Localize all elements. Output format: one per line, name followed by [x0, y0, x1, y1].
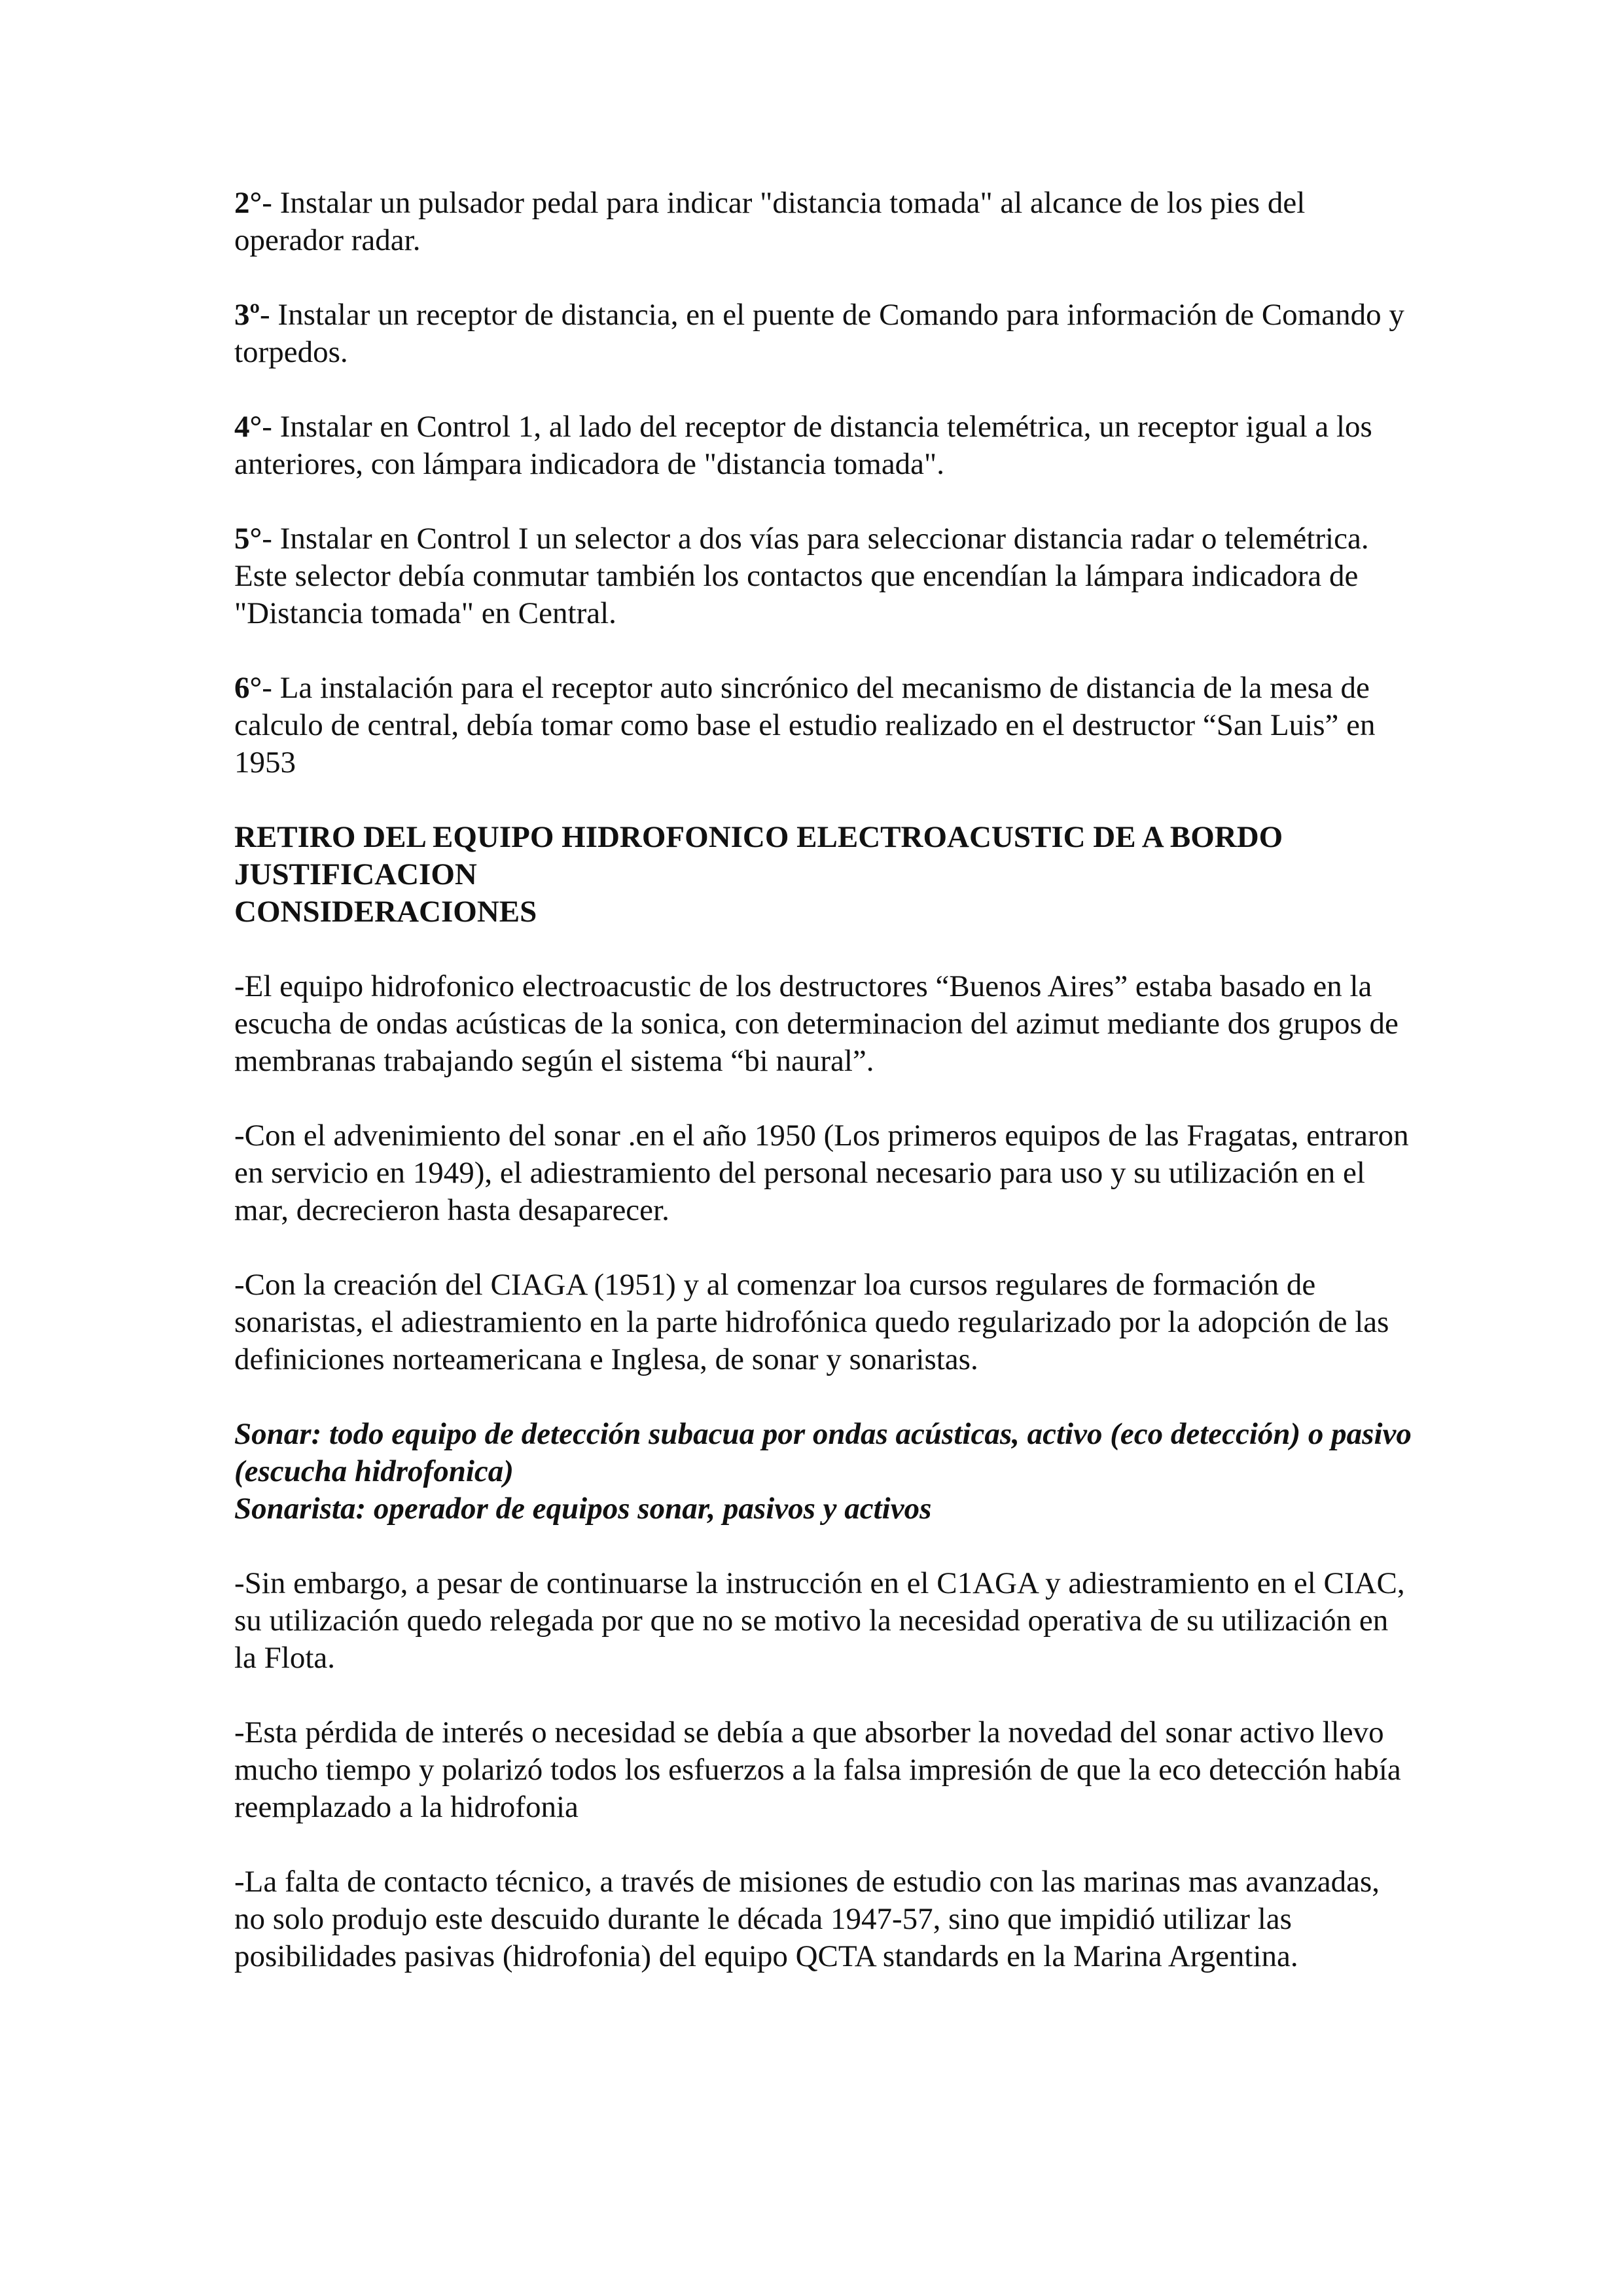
document-body	[234, 185, 1412, 2013]
paragraph-creacion-ciaga: -Con la creación del CIAGA (1951) y al comenzar loa cursos regulares de formación de sonaristas, el adiestramiento en la parte hidrofónica quedo regularizado por la adopción de las definiciones norteamericana e Inglesa, de sonar y sonaristas.	[234, 1268, 1389, 1376]
numbered-item-4	[234, 408, 1412, 483]
item-text: - Instalar en Control I un selector a dos vías para seleccionar distancia radar o telemétrica. Este selector debía conmutar también los contactos que encendían la lámpara indicadora de "Distancia tomada" en Central.	[234, 522, 1369, 630]
paragraph-advenimiento-sonar: -Con el advenimiento del sonar .en el año 1950 (Los primeros equipos de las Fragatas, entraron en servicio en 1949), el adiestramiento del personal necesario para uso y su utilización en el mar, decrecieron hasta desaparecer.	[234, 1119, 1409, 1227]
section-heading	[234, 819, 1412, 931]
item-text: - Instalar un pulsador pedal para indicar "distancia tomada" al alcance de los pies del operador radar.	[234, 186, 1306, 257]
paragraph-equipo-hidrofonico: -El equipo hidrofonico electroacustic de los destructores “Buenos Aires” estaba basado en la escucha de ondas acústicas de la sonica, con determinacion del azimut mediante dos grupos de membranas trabajando según el sistema “bi naural”.	[234, 969, 1399, 1078]
numbered-item-2	[234, 185, 1412, 259]
heading-line-retiro: RETIRO DEL EQUIPO HIDROFONICO ELECTROACUSTIC DE A BORDO	[234, 820, 1283, 854]
numbered-item-5	[234, 520, 1412, 632]
item-text: - Instalar en Control 1, al lado del receptor de distancia telemétrica, un receptor igual a los anteriores, con lámpara indicadora de "distancia tomada".	[234, 410, 1372, 481]
item-number: 3º	[234, 298, 260, 332]
numbered-item-6	[234, 670, 1412, 781]
heading-line-consideraciones: CONSIDERACIONES	[234, 895, 537, 929]
item-number: 6°	[234, 671, 262, 705]
paragraph-perdida-interes: -Esta pérdida de interés o necesidad se debía a que absorber la novedad del sonar activo llevo mucho tiempo y polarizó todos los esfuerzos a la falsa impresión de que la eco detección había reemplazado a la hidrofonia	[234, 1715, 1401, 1824]
heading-line-justificacion: JUSTIFICACION	[234, 857, 477, 891]
definition-sonarista: Sonarista: operador de equipos sonar, pasivos y activos	[234, 1492, 932, 1526]
item-number: 5°	[234, 522, 262, 556]
item-text: - Instalar un receptor de distancia, en el puente de Comando para información de Comando y torpedos.	[234, 298, 1404, 369]
paragraph-sin-embargo: -Sin embargo, a pesar de continuarse la instrucción en el C1AGA y adiestramiento en el CIAC, su utilización quedo relegada por que no se motivo la necesidad operativa de su utilización en la Flota.	[234, 1566, 1405, 1675]
item-number: 2°	[234, 186, 262, 220]
definition-sonar: Sonar: todo equipo de detección subacua por ondas acústicas, activo (eco detección) o pasivo (escucha hidrofonica)	[234, 1417, 1412, 1488]
item-number: 4°	[234, 410, 262, 444]
paragraph-falta-contacto: -La falta de contacto técnico, a través de misiones de estudio con las marinas mas avanzadas, no solo produjo este descuido durante le década 1947-57, sino que impidió utilizar las posibilidades pasivas (hidrofonia) del equipo QCTA standards en la Marina Argentina.	[234, 1865, 1380, 1973]
item-text: - La instalación para el receptor auto sincrónico del mecanismo de distancia de la mesa de calculo de central, debía tomar como base el estudio realizado en el destructor “San Luis” en 1953	[234, 671, 1376, 780]
numbered-item-3	[234, 296, 1412, 371]
definitions-block	[234, 1416, 1412, 1528]
